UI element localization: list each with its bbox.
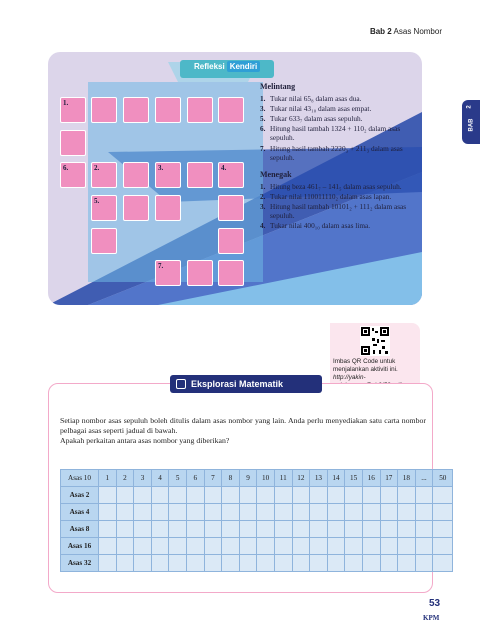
table-cell[interactable] [239,538,257,555]
table-cell[interactable] [345,521,363,538]
table-row [61,555,453,572]
table-cell[interactable] [257,538,275,555]
clue-item [260,94,420,103]
table-cell[interactable] [362,555,380,572]
column-header: 7 [204,470,222,487]
table-cell[interactable] [151,538,169,555]
table-cell[interactable] [222,538,240,555]
table-cell[interactable] [257,521,275,538]
publisher-logo: KPM [423,614,440,622]
table-cell[interactable] [292,487,310,504]
table-cell[interactable] [257,487,275,504]
column-header: 12 [292,470,310,487]
crossword-cell[interactable] [187,260,213,286]
table-cell[interactable] [433,555,453,572]
table-cell[interactable] [415,487,433,504]
table-cell[interactable] [169,555,187,572]
clue-item [260,144,420,162]
exploration-title: Eksplorasi Matematik [191,379,284,389]
table-header-label: Asas 10 [61,470,99,487]
qr-code-icon[interactable] [360,326,390,356]
exploration-title-bar [170,375,322,393]
row-label: Asas 32 [61,555,99,572]
menegak-heading: Menegak [260,169,292,179]
table-cell[interactable] [169,504,187,521]
table-cell[interactable] [186,538,204,555]
clue-number: 2. [260,191,266,201]
exploration-paragraph: Setiap nombor asas sepuluh boleh ditulis dalam asas nombor yang lain. Anda perlu menyediakan satu carta nombor pelbagai asas seperti jadual di bawah. [60,416,426,436]
table-cell[interactable] [239,504,257,521]
cell-number-5: 5. [94,197,100,205]
table-cell[interactable] [380,538,398,555]
row-label: Asas 8 [61,521,99,538]
column-header: 6 [186,470,204,487]
table-cell[interactable] [274,487,292,504]
table-cell[interactable] [398,538,416,555]
crossword-cell[interactable] [155,97,181,123]
table-cell[interactable] [169,521,187,538]
column-header: ... [415,470,433,487]
row-label: Asas 4 [61,504,99,521]
clue-number: 4. [260,221,266,231]
table-cell[interactable] [99,538,117,555]
table-cell[interactable] [274,504,292,521]
cell-number-4: 4. [221,164,227,172]
table-cell[interactable] [134,555,152,572]
column-header: 13 [310,470,328,487]
table-cell[interactable] [327,521,345,538]
table-cell[interactable] [292,521,310,538]
table-cell[interactable] [433,487,453,504]
page-number: 53 [429,598,441,609]
cell-number-7: 7. [158,262,164,270]
table-cell[interactable] [398,521,416,538]
table-cell[interactable] [116,555,134,572]
table-cell[interactable] [433,538,453,555]
clue-item [260,182,420,191]
table-cell[interactable] [186,487,204,504]
column-header: 11 [274,470,292,487]
column-header: 15 [345,470,363,487]
table-cell[interactable] [380,521,398,538]
table-cell[interactable] [433,504,453,521]
column-header: 9 [239,470,257,487]
table-cell[interactable] [310,487,328,504]
melintang-heading: Melintang [260,82,296,91]
table-cell[interactable] [327,504,345,521]
clue-number: 7. [260,143,266,153]
table-cell[interactable] [151,504,169,521]
row-label: Asas 16 [61,538,99,555]
page-header [370,27,442,36]
crossword-cell[interactable] [187,97,213,123]
banner-word-1: Refleksi [194,62,225,71]
clue-text: Tukar nilai 65₈ dalam asas dua. [270,94,362,103]
table-row [61,504,453,521]
qr-url-link[interactable]: http://yakin- [333,373,366,381]
chapter-title: Asas Nombor [393,27,442,36]
column-header: 8 [222,470,240,487]
crossword-cell[interactable] [91,228,117,254]
column-header: 1 [99,470,117,487]
crossword-cell[interactable] [123,97,149,123]
table-cell[interactable] [116,487,134,504]
table-cell[interactable] [345,487,363,504]
column-header: 18 [398,470,416,487]
clue-item [260,114,420,123]
clue-number: 5. [260,114,266,124]
table-cell[interactable] [204,538,222,555]
clue-text: Tukar nilai 400₁₀ dalam asas lima. [270,221,371,231]
chapter-side-tab [462,100,480,144]
table-cell[interactable] [415,538,433,555]
table-cell[interactable] [433,521,453,538]
clue-text: Hitung hasil tambah 10101₂ + 111₂ dalam asas sepuluh. [270,201,407,221]
clues-column [260,82,420,231]
table-cell[interactable] [274,538,292,555]
table-cell[interactable] [116,504,134,521]
clue-text: Tukar 633₇ dalam asas sepuluh. [270,114,363,124]
clue-number: 1. [260,94,266,103]
table-cell[interactable] [116,538,134,555]
table-cell[interactable] [239,555,257,572]
table-cell[interactable] [345,504,363,521]
table-cell[interactable] [99,487,117,504]
table-cell[interactable] [415,504,433,521]
table-cell[interactable] [310,521,328,538]
column-header: 2 [116,470,134,487]
crossword-cell[interactable] [123,195,149,221]
table-cell[interactable] [362,538,380,555]
table-cell[interactable] [151,521,169,538]
table-cell[interactable] [169,487,187,504]
crossword-cell[interactable] [91,195,117,221]
table-cell[interactable] [327,487,345,504]
table-cell[interactable] [398,504,416,521]
cell-number-1: 1. [63,99,69,107]
clue-text: Tukar nilai 110011110₂ dalam asas lapan. [270,191,392,201]
table-cell[interactable] [327,538,345,555]
crossword-cell[interactable] [155,162,181,188]
table-cell[interactable] [362,487,380,504]
book-icon [176,379,186,389]
cell-number-2: 2. [94,164,100,172]
table-cell[interactable] [345,555,363,572]
column-header: 17 [380,470,398,487]
table-cell[interactable] [398,555,416,572]
crossword-cell[interactable] [123,162,149,188]
table-cell[interactable] [222,504,240,521]
column-header: 5 [169,470,187,487]
table-header-row [61,470,453,487]
clue-item [260,202,420,220]
crossword-cell[interactable] [218,260,244,286]
crossword-cell[interactable] [218,228,244,254]
clue-text: Hitung hasil tambah 1324 + 110₂ dalam asas sepuluh. [270,124,401,143]
crossword-cell[interactable] [60,130,86,156]
table-cell[interactable] [204,555,222,572]
table-cell[interactable] [257,504,275,521]
table-cell[interactable] [415,521,433,538]
table-cell[interactable] [310,504,328,521]
column-header: 10 [257,470,275,487]
crossword-cell[interactable] [218,195,244,221]
table-cell[interactable] [222,521,240,538]
exploration-question: Apakah perkaitan antara asas nombor yang diberikan? [60,436,230,446]
table-cell[interactable] [151,555,169,572]
table-cell[interactable] [398,487,416,504]
table-cell[interactable] [327,555,345,572]
clue-number: 6. [260,124,266,134]
crossword-cell[interactable] [91,97,117,123]
exploration-instructions [60,416,426,446]
cell-number-6: 6. [63,164,69,172]
side-tab-label: BAB [468,118,475,132]
crossword-panel [48,52,422,305]
clue-number: 3. [260,201,266,211]
table-cell[interactable] [380,504,398,521]
clue-number: 1. [260,181,266,191]
banner-word-2: Kendiri [227,61,261,72]
table-cell[interactable] [415,555,433,572]
table-cell[interactable] [186,504,204,521]
clue-text: Tukar nilai 43₁₀ dalam asas empat. [270,104,372,114]
table-cell[interactable] [380,487,398,504]
table-cell[interactable] [204,487,222,504]
reflection-banner [194,62,260,71]
table-cell[interactable] [310,538,328,555]
table-cell[interactable] [239,521,257,538]
table-cell[interactable] [362,504,380,521]
table-cell[interactable] [292,555,310,572]
clue-item [260,192,420,201]
table-row [61,538,453,555]
table-cell[interactable] [99,504,117,521]
clue-number: 3. [260,104,266,114]
crossword-cell[interactable] [60,97,86,123]
crossword-cell[interactable] [155,195,181,221]
table-row [61,487,453,504]
column-header: 14 [327,470,345,487]
table-cell[interactable] [134,521,152,538]
column-header: 3 [134,470,152,487]
base-conversion-table [60,469,453,572]
crossword-cell[interactable] [91,162,117,188]
crossword-cell[interactable] [155,260,181,286]
table-cell[interactable] [116,521,134,538]
table-cell[interactable] [362,521,380,538]
table-cell[interactable] [134,487,152,504]
table-cell[interactable] [274,555,292,572]
cell-number-3: 3. [158,164,164,172]
table-cell[interactable] [222,487,240,504]
crossword-cell[interactable] [60,162,86,188]
crossword-cell[interactable] [218,162,244,188]
table-cell[interactable] [151,487,169,504]
column-header: 16 [362,470,380,487]
table-cell[interactable] [257,555,275,572]
row-label: Asas 2 [61,487,99,504]
qr-instruction: Imbas QR Code untuk menjalankan aktiviti ini. [333,358,398,373]
chapter-label: Bab 2 [369,27,392,36]
table-cell[interactable] [292,538,310,555]
clue-item [260,124,420,142]
table-cell[interactable] [222,555,240,572]
clue-item [260,104,420,113]
clue-text: Hitung hasil tambah 2220₃ + 211₃ dalam asas sepuluh. [270,143,403,162]
table-cell[interactable] [204,521,222,538]
table-cell[interactable] [186,521,204,538]
table-cell[interactable] [169,538,187,555]
clue-text: Hitung beza 461₇ – 141₅ dalam asas sepuluh. [270,181,402,191]
column-header: 4 [151,470,169,487]
table-cell[interactable] [204,504,222,521]
column-header: 50 [433,470,453,487]
table-cell[interactable] [380,555,398,572]
table-cell[interactable] [239,487,257,504]
crossword-cell[interactable] [218,97,244,123]
crossword-cell[interactable] [187,162,213,188]
table-cell[interactable] [292,504,310,521]
table-cell[interactable] [134,538,152,555]
table-row [61,521,453,538]
table-cell[interactable] [310,555,328,572]
table-cell[interactable] [274,521,292,538]
side-tab-number: 2 [466,105,473,109]
table-cell[interactable] [99,555,117,572]
table-cell[interactable] [134,504,152,521]
table-cell[interactable] [345,538,363,555]
table-cell[interactable] [186,555,204,572]
clue-item [260,221,420,230]
table-cell[interactable] [99,521,117,538]
